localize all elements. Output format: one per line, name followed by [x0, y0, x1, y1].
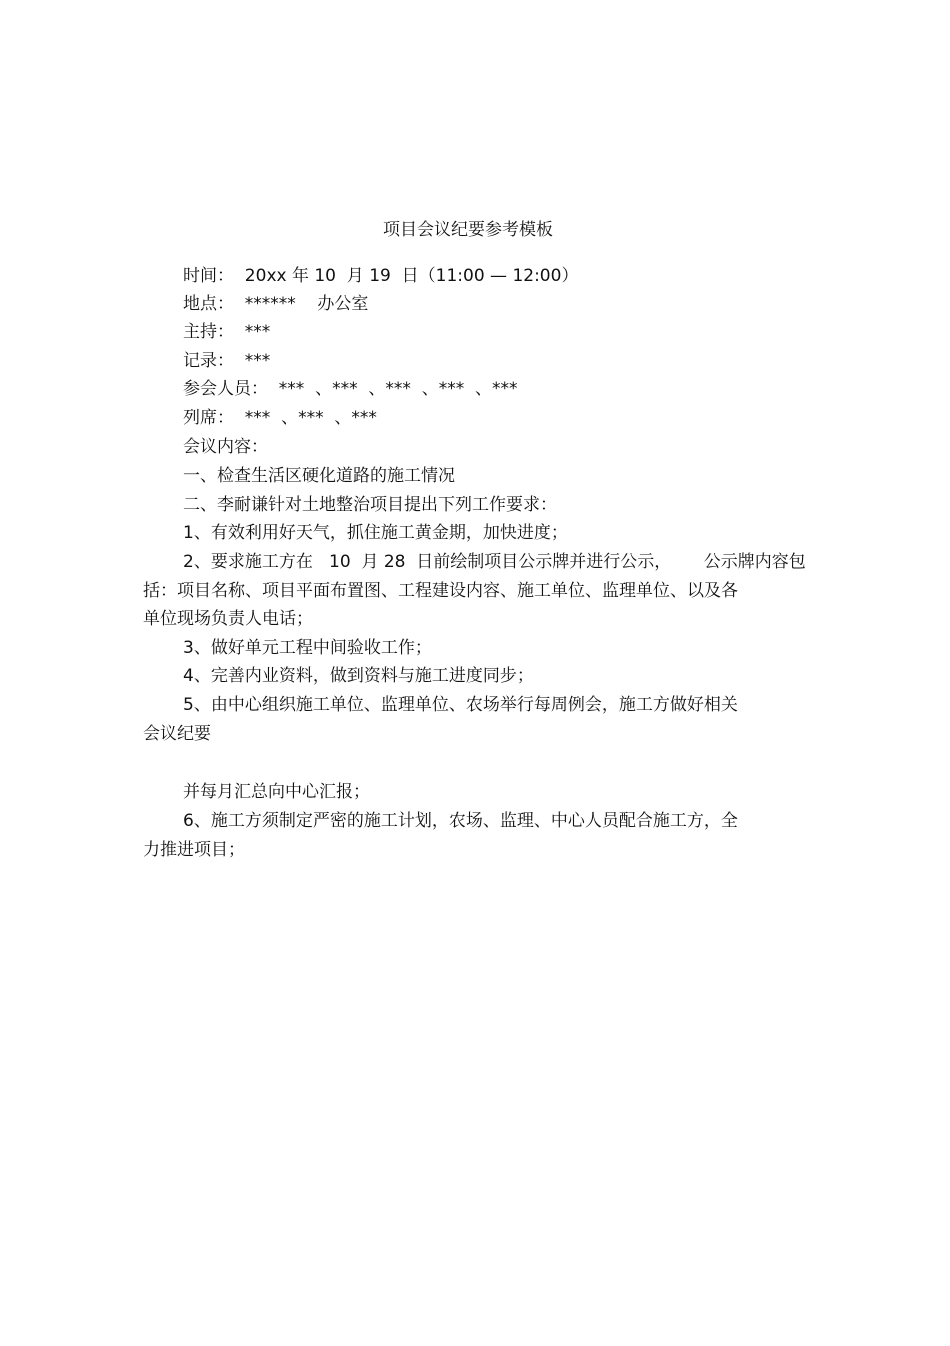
requirement-5-line-3: 并每月汇总向中心汇报； [183, 782, 370, 802]
content-label: 会议内容： [183, 437, 268, 457]
meeting-observers: 列席： *** 、*** 、*** [183, 408, 377, 428]
requirement-1: 1、有效利用好天气，抓住施工黄金期，加快进度； [183, 523, 568, 543]
requirement-2-line-3: 单位现场负责人电话； [143, 609, 313, 629]
meeting-host: 主持： *** [183, 322, 271, 342]
meeting-attendees: 参会人员： *** 、*** 、*** 、*** 、*** [183, 379, 518, 399]
agenda-item-2: 二、李耐谦针对土地整治项目提出下列工作要求： [183, 495, 557, 515]
meeting-recorder: 记录： *** [183, 351, 271, 371]
requirement-6-line-2: 力推进项目； [143, 840, 245, 860]
requirement-4: 4、完善内业资料，做到资料与施工进度同步； [183, 666, 534, 686]
agenda-item-1: 一、检查生活区硬化道路的施工情况 [183, 466, 455, 486]
requirement-6-line-1: 6、施工方须制定严密的施工计划，农场、监理、中心人员配合施工方，全 [183, 811, 738, 831]
requirement-5-line-1: 5、由中心组织施工单位、监理单位、农场举行每周例会，施工方做好相关 [183, 695, 738, 715]
requirement-2-line-1: 2、要求施工方在 10 月 28 日前绘制项目公示牌并进行公示， 公示牌内容包 [183, 552, 806, 572]
meeting-place: 地点： ****** 办公室 [183, 294, 369, 314]
meeting-time: 时间： 20xx 年 10 月 19 日（11:00 — 12:00） [183, 266, 579, 286]
page-title: 项目会议纪要参考模板 [383, 220, 553, 240]
requirement-5-line-2: 会议纪要 [143, 724, 211, 744]
requirement-2-line-2: 括：项目名称、项目平面布置图、工程建设内容、施工单位、监理单位、以及各 [143, 581, 738, 601]
requirement-3: 3、做好单元工程中间验收工作； [183, 638, 432, 658]
